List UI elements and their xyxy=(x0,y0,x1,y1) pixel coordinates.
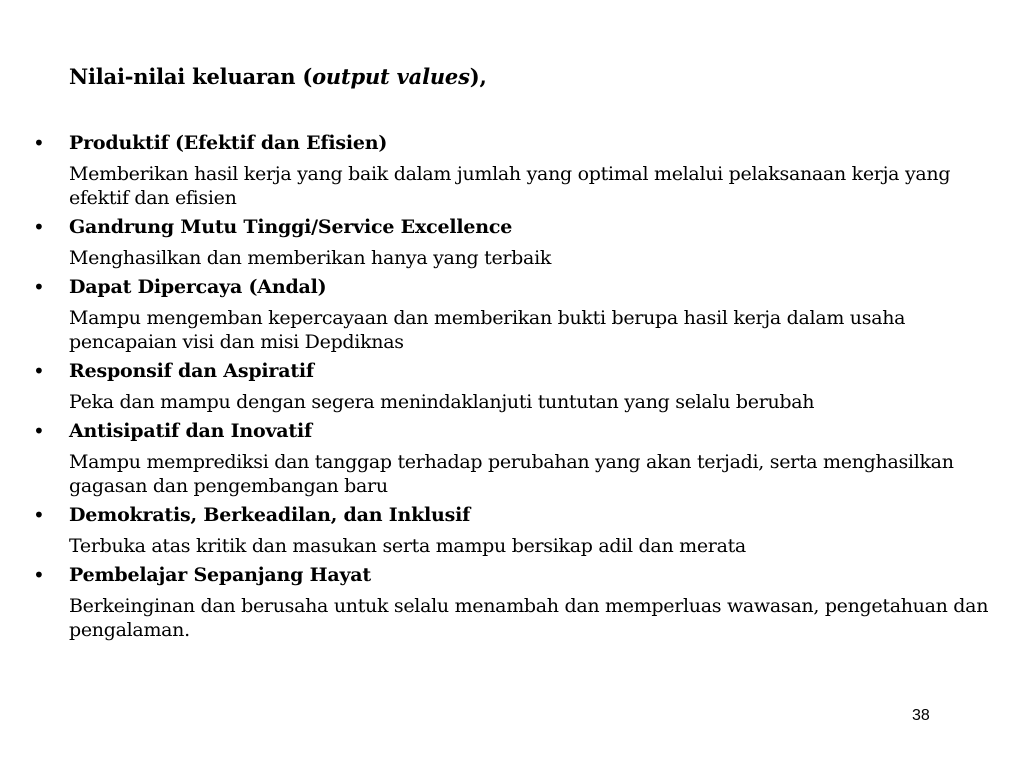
item-title: Demokratis, Berkeadilan, dan Inklusif xyxy=(69,504,471,526)
page-number: 38 xyxy=(912,707,930,724)
bullet-icon: • xyxy=(33,503,45,527)
item-title: Pembelajar Sepanjang Hayat xyxy=(69,564,371,586)
slide-heading xyxy=(69,64,487,89)
bullet-icon: • xyxy=(33,563,45,587)
list-item-pembelajar xyxy=(0,562,1024,646)
item-title: Gandrung Mutu Tinggi/Service Excellence xyxy=(69,216,513,238)
item-description: Menghasilkan dan memberikan hanya yang terbaik xyxy=(69,247,552,269)
bullet-icon: • xyxy=(33,359,45,383)
list-item-produktif xyxy=(0,130,1024,214)
item-description: Berkeinginan dan berusaha untuk selalu menambah dan memperluas wawasan, pengetahuan dan pengalaman. xyxy=(69,595,989,641)
item-title: Antisipatif dan Inovatif xyxy=(69,420,312,442)
heading-italic: output values xyxy=(312,64,470,89)
list-item-antisipatif xyxy=(0,418,1024,502)
list-item-demokratis xyxy=(0,502,1024,562)
item-description: Memberikan hasil kerja yang baik dalam jumlah yang optimal melalui pelaksanaan kerja yang efektif dan efisien xyxy=(69,163,951,209)
item-description: Terbuka atas kritik dan masukan serta mampu bersikap adil dan merata xyxy=(69,535,746,557)
values-list xyxy=(0,130,1024,646)
item-title: Responsif dan Aspiratif xyxy=(69,360,314,382)
item-description: Mampu memprediksi dan tanggap terhadap perubahan yang akan terjadi, serta menghasilkan gagasan dan pengembangan baru xyxy=(69,451,954,497)
bullet-icon: • xyxy=(33,131,45,155)
item-title: Dapat Dipercaya (Andal) xyxy=(69,276,327,298)
heading-suffix: ), xyxy=(469,64,487,89)
bullet-icon: • xyxy=(33,215,45,239)
bullet-icon: • xyxy=(33,275,45,299)
item-title: Produktif (Efektif dan Efisien) xyxy=(69,132,388,154)
item-description: Peka dan mampu dengan segera menindaklanjuti tuntutan yang selalu berubah xyxy=(69,391,815,413)
bullet-icon: • xyxy=(33,419,45,443)
item-description: Mampu mengemban kepercayaan dan memberikan bukti berupa hasil kerja dalam usaha pencapaian visi dan misi Depdiknas xyxy=(69,307,906,353)
list-item-dapat-dipercaya xyxy=(0,274,1024,358)
heading-prefix: Nilai-nilai keluaran ( xyxy=(69,64,313,89)
list-item-gandrung-mutu xyxy=(0,214,1024,274)
list-item-responsif xyxy=(0,358,1024,418)
